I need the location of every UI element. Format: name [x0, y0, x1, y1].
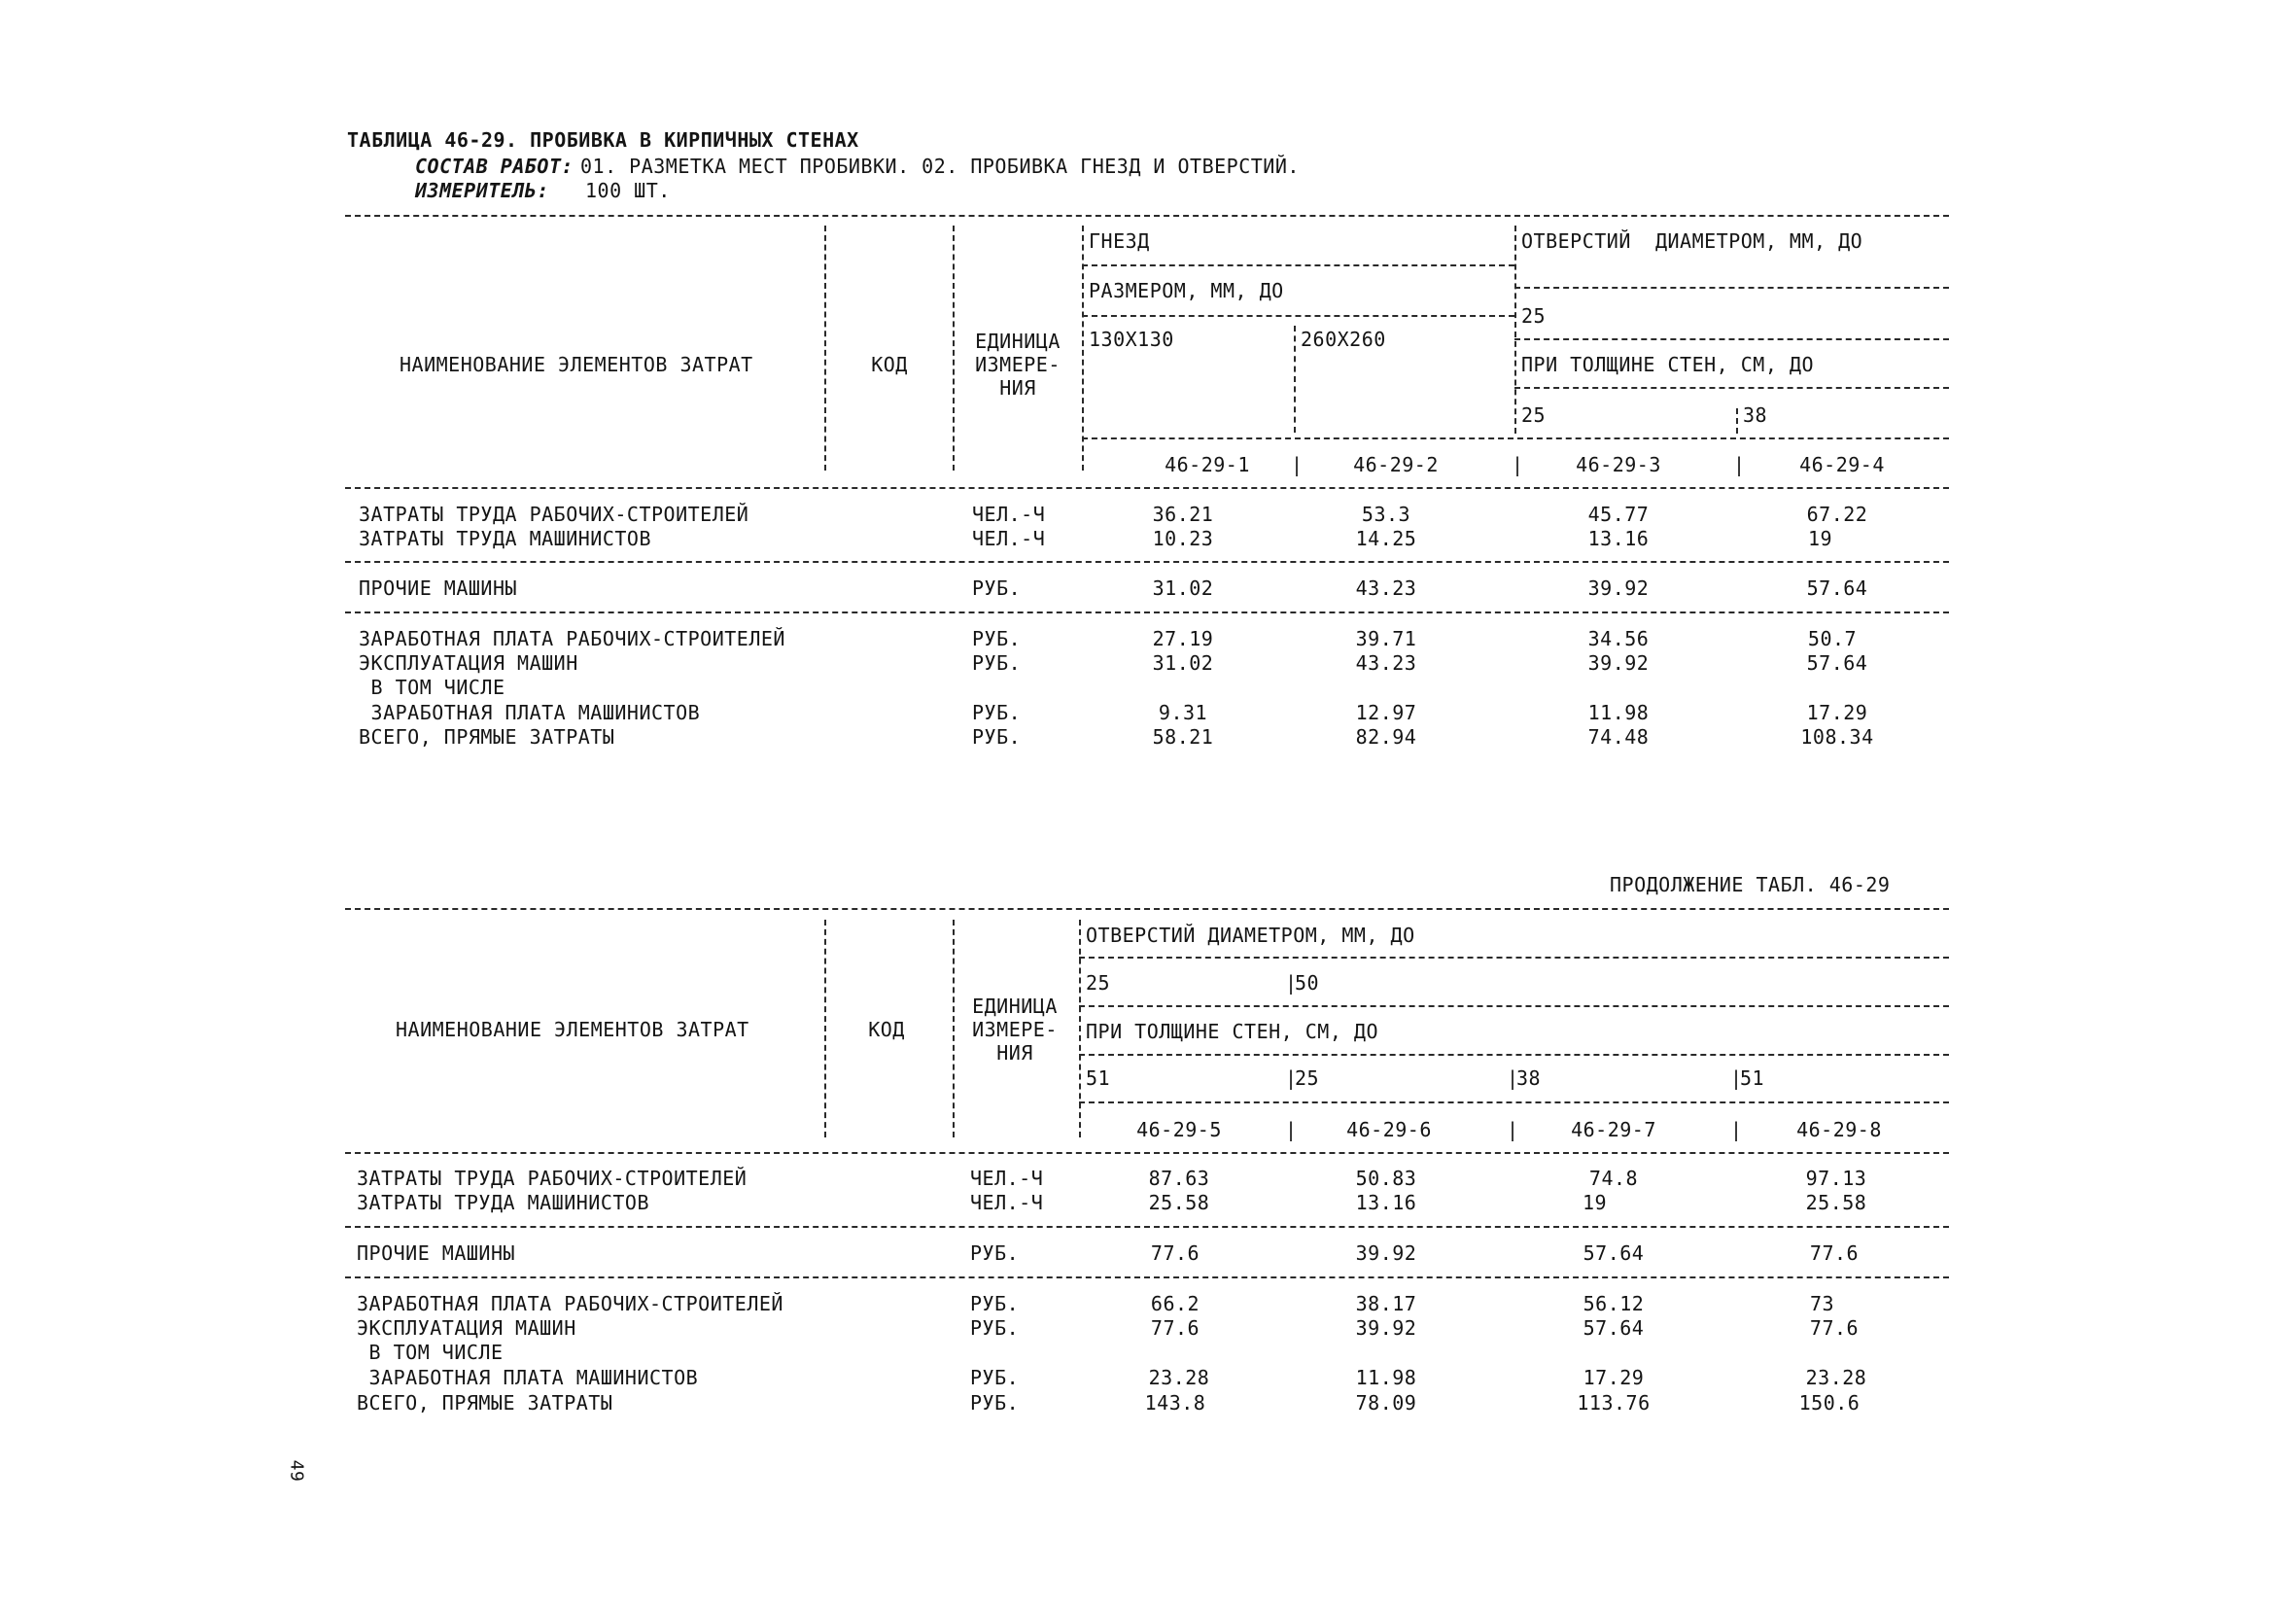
pipe: | — [1730, 1118, 1743, 1141]
row-name: ЗАТРАТЫ ТРУДА МАШИНИСТОВ — [357, 1191, 649, 1214]
header-th: 38 — [1516, 1066, 1542, 1090]
row-unit: ЧЕЛ.-Ч — [972, 527, 1046, 550]
value-cell: 38.17 — [1355, 1292, 1417, 1315]
value-cell: 87.63 — [1148, 1167, 1210, 1190]
column-divider — [824, 920, 826, 1137]
continuation-label: ПРОДОЛЖЕНИЕ ТАБЛ. 46-29 — [1610, 873, 1891, 896]
code-cell: 46-29-2 — [1353, 453, 1439, 476]
value-cell: 108.34 — [1800, 725, 1874, 749]
code-cell: 46-29-7 — [1571, 1118, 1656, 1141]
row-unit: РУБ. — [972, 701, 1022, 724]
code-cell: 46-29-5 — [1136, 1118, 1222, 1141]
header-holes: ОТВЕРСТИЙ ДИАМЕТРОМ, ММ, ДО — [1086, 924, 1415, 947]
column-divider — [953, 226, 955, 471]
divider — [345, 561, 1949, 563]
column-divider — [953, 920, 955, 1137]
row-name: ЗАРАБОТНАЯ ПЛАТА МАШИНИСТОВ — [359, 701, 701, 724]
value-cell: 50.83 — [1355, 1167, 1417, 1190]
divider — [1514, 387, 1949, 389]
header-th: 51 — [1086, 1066, 1111, 1090]
value-cell: 74.8 — [1588, 1167, 1639, 1190]
meter-label: ИЗМЕРИТЕЛЬ: — [415, 179, 549, 202]
row-unit: РУБ. — [970, 1292, 1020, 1315]
divider — [345, 487, 1949, 489]
value-cell: 39.71 — [1355, 627, 1417, 650]
pipe: | — [1733, 453, 1746, 476]
row-unit: РУБ. — [970, 1241, 1020, 1265]
value-cell: 77.6 — [1809, 1316, 1860, 1340]
value-cell: 150.6 — [1798, 1391, 1861, 1415]
value-cell: 57.64 — [1583, 1316, 1645, 1340]
row-name: ЗАТРАТЫ ТРУДА МАШИНИСТОВ — [359, 527, 651, 550]
value-cell: 57.64 — [1806, 576, 1868, 600]
header-unit: ИЗМЕРЕ- — [975, 353, 1061, 376]
code-cell: 46-29-1 — [1165, 453, 1250, 476]
value-cell: 36.21 — [1152, 503, 1214, 526]
value-cell: 39.92 — [1355, 1316, 1417, 1340]
table-title: ТАБЛИЦА 46-29. ПРОБИВКА В КИРПИЧНЫХ СТЕНАХ — [347, 128, 859, 152]
row-unit: РУБ. — [970, 1366, 1020, 1389]
pipe: | — [1512, 453, 1524, 476]
header-th: 25 — [1295, 1066, 1320, 1090]
value-cell: 58.21 — [1152, 725, 1214, 749]
value-cell: 19 — [1808, 527, 1833, 550]
header-unit: ИЗМЕРЕ- — [972, 1018, 1058, 1041]
header-size-b: 260Х260 — [1301, 328, 1386, 351]
header-code: КОД — [868, 1018, 905, 1041]
composition-text: 01. РАЗМЕТКА МЕСТ ПРОБИВКИ. 02. ПРОБИВКА ГНЕЗД И ОТВЕРСТИЙ. — [580, 155, 1300, 178]
header-d-b: 50 — [1295, 971, 1320, 995]
value-cell: 14.25 — [1355, 527, 1417, 550]
value-cell: 97.13 — [1805, 1167, 1867, 1190]
composition-label: СОСТАВ РАБОТ: — [415, 155, 574, 178]
pipe: | — [1507, 1066, 1519, 1090]
row-name: ЗАРАБОТНАЯ ПЛАТА РАБОЧИХ-СТРОИТЕЛЕЙ — [359, 627, 785, 650]
row-name: ЗАРАБОТНАЯ ПЛАТА МАШИНИСТОВ — [357, 1366, 699, 1389]
divider — [1514, 287, 1949, 289]
pipe: | — [1730, 1066, 1743, 1090]
value-cell: 43.23 — [1355, 651, 1417, 675]
value-cell: 77.6 — [1150, 1316, 1200, 1340]
header-th-a: 25 — [1521, 403, 1547, 427]
value-cell: 17.29 — [1583, 1366, 1645, 1389]
header-nests: ГНЕЗД — [1089, 229, 1150, 253]
row-name: ПРОЧИЕ МАШИНЫ — [357, 1241, 516, 1265]
divider — [1079, 1005, 1949, 1007]
divider — [1082, 437, 1949, 439]
value-cell: 13.16 — [1587, 527, 1650, 550]
value-cell: 10.23 — [1152, 527, 1214, 550]
pipe: | — [1285, 1066, 1298, 1090]
code-cell: 46-29-6 — [1346, 1118, 1432, 1141]
value-cell: 23.28 — [1148, 1366, 1210, 1389]
value-cell: 31.02 — [1152, 576, 1214, 600]
row-unit: ЧЕЛ.-Ч — [970, 1191, 1044, 1214]
header-unit: ЕДИНИЦА — [972, 995, 1058, 1018]
pipe: | — [1507, 1118, 1519, 1141]
row-unit: РУБ. — [970, 1316, 1020, 1340]
divider — [345, 1226, 1949, 1228]
value-cell: 56.12 — [1583, 1292, 1645, 1315]
value-cell: 39.92 — [1587, 576, 1650, 600]
pipe: | — [1285, 1118, 1298, 1141]
value-cell: 9.31 — [1158, 701, 1208, 724]
header-size-a: 130Х130 — [1089, 328, 1174, 351]
meter-text: 100 ШТ. — [585, 179, 671, 202]
value-cell: 53.3 — [1361, 503, 1411, 526]
value-cell: 13.16 — [1355, 1191, 1417, 1214]
row-name: ЗАРАБОТНАЯ ПЛАТА РАБОЧИХ-СТРОИТЕЛЕЙ — [357, 1292, 783, 1315]
pipe: | — [1285, 971, 1298, 995]
value-cell: 25.58 — [1148, 1191, 1210, 1214]
divider — [1082, 315, 1514, 317]
value-cell: 17.29 — [1806, 701, 1868, 724]
header-unit: НИЯ — [999, 376, 1036, 400]
value-cell: 77.6 — [1809, 1241, 1860, 1265]
header-th: 51 — [1740, 1066, 1765, 1090]
row-name: ВСЕГО, ПРЯМЫЕ ЗАТРАТЫ — [357, 1391, 613, 1415]
column-divider — [824, 226, 826, 471]
header-size: РАЗМЕРОМ, ММ, ДО — [1089, 279, 1284, 302]
divider — [1079, 957, 1949, 959]
divider — [345, 908, 1949, 910]
value-cell: 12.97 — [1355, 701, 1417, 724]
value-cell: 31.02 — [1152, 651, 1214, 675]
header-thickness: ПРИ ТОЛЩИНЕ СТЕН, СМ, ДО — [1521, 353, 1814, 376]
value-cell: 45.77 — [1587, 503, 1650, 526]
divider — [345, 215, 1949, 217]
row-name: ЗАТРАТЫ ТРУДА РАБОЧИХ-СТРОИТЕЛЕЙ — [359, 503, 749, 526]
row-unit: РУБ. — [970, 1391, 1020, 1415]
value-cell: 73 — [1810, 1292, 1835, 1315]
value-cell: 11.98 — [1355, 1366, 1417, 1389]
value-cell: 34.56 — [1587, 627, 1650, 650]
divider — [1079, 1054, 1949, 1056]
column-divider — [1079, 920, 1081, 1137]
value-cell: 143.8 — [1144, 1391, 1206, 1415]
value-cell: 23.28 — [1805, 1366, 1867, 1389]
header-code: КОД — [871, 353, 908, 376]
value-cell: 27.19 — [1152, 627, 1214, 650]
divider — [1514, 338, 1949, 340]
page-number: 49 — [286, 1459, 307, 1483]
header-name: НАИМЕНОВАНИЕ ЭЛЕМЕНТОВ ЗАТРАТ — [400, 353, 753, 376]
row-name: ЗАТРАТЫ ТРУДА РАБОЧИХ-СТРОИТЕЛЕЙ — [357, 1167, 748, 1190]
column-divider — [1514, 226, 1516, 434]
header-hole-d: 25 — [1521, 304, 1547, 328]
pipe: | — [1291, 453, 1304, 476]
row-name: ЭКСПЛУАТАЦИЯ МАШИН — [357, 1316, 576, 1340]
row-name: В ТОМ ЧИСЛЕ — [359, 676, 505, 699]
row-unit: РУБ. — [972, 725, 1022, 749]
code-cell: 46-29-8 — [1796, 1118, 1882, 1141]
value-cell: 39.92 — [1355, 1241, 1417, 1265]
row-unit: ЧЕЛ.-Ч — [970, 1167, 1044, 1190]
row-unit: РУБ. — [972, 627, 1022, 650]
value-cell: 74.48 — [1587, 725, 1650, 749]
value-cell: 19 — [1583, 1191, 1608, 1214]
row-name: В ТОМ ЧИСЛЕ — [357, 1341, 504, 1364]
value-cell: 25.58 — [1805, 1191, 1867, 1214]
divider — [345, 611, 1949, 613]
header-unit: ЕДИНИЦА — [975, 330, 1061, 353]
value-cell: 43.23 — [1355, 576, 1417, 600]
value-cell: 11.98 — [1587, 701, 1650, 724]
value-cell: 50.7 — [1807, 627, 1858, 650]
value-cell: 57.64 — [1583, 1241, 1645, 1265]
code-cell: 46-29-3 — [1576, 453, 1661, 476]
row-unit: ЧЕЛ.-Ч — [972, 503, 1046, 526]
header-name: НАИМЕНОВАНИЕ ЭЛЕМЕНТОВ ЗАТРАТ — [396, 1018, 749, 1041]
header-th-b: 38 — [1743, 403, 1768, 427]
header-holes: ОТВЕРСТИЙ ДИАМЕТРОМ, ММ, ДО — [1521, 229, 1863, 253]
row-name: ЭКСПЛУАТАЦИЯ МАШИН — [359, 651, 578, 675]
column-divider — [1082, 226, 1084, 471]
column-divider — [1736, 408, 1738, 434]
value-cell: 66.2 — [1150, 1292, 1200, 1315]
value-cell: 67.22 — [1806, 503, 1868, 526]
divider — [1082, 264, 1514, 266]
divider — [345, 1152, 1949, 1154]
header-unit: НИЯ — [996, 1041, 1033, 1065]
divider — [345, 1276, 1949, 1278]
row-name: ПРОЧИЕ МАШИНЫ — [359, 576, 518, 600]
row-unit: РУБ. — [972, 651, 1022, 675]
value-cell: 57.64 — [1806, 651, 1868, 675]
header-d-a: 25 — [1086, 971, 1111, 995]
value-cell: 113.76 — [1577, 1391, 1651, 1415]
value-cell: 39.92 — [1587, 651, 1650, 675]
header-thickness: ПРИ ТОЛЩИНЕ СТЕН, СМ, ДО — [1086, 1020, 1378, 1043]
row-unit: РУБ. — [972, 576, 1022, 600]
value-cell: 82.94 — [1355, 725, 1417, 749]
value-cell: 78.09 — [1355, 1391, 1417, 1415]
code-cell: 46-29-4 — [1799, 453, 1885, 476]
divider — [1079, 1101, 1949, 1103]
value-cell: 77.6 — [1150, 1241, 1200, 1265]
column-divider — [1294, 326, 1296, 433]
row-name: ВСЕГО, ПРЯМЫЕ ЗАТРАТЫ — [359, 725, 615, 749]
